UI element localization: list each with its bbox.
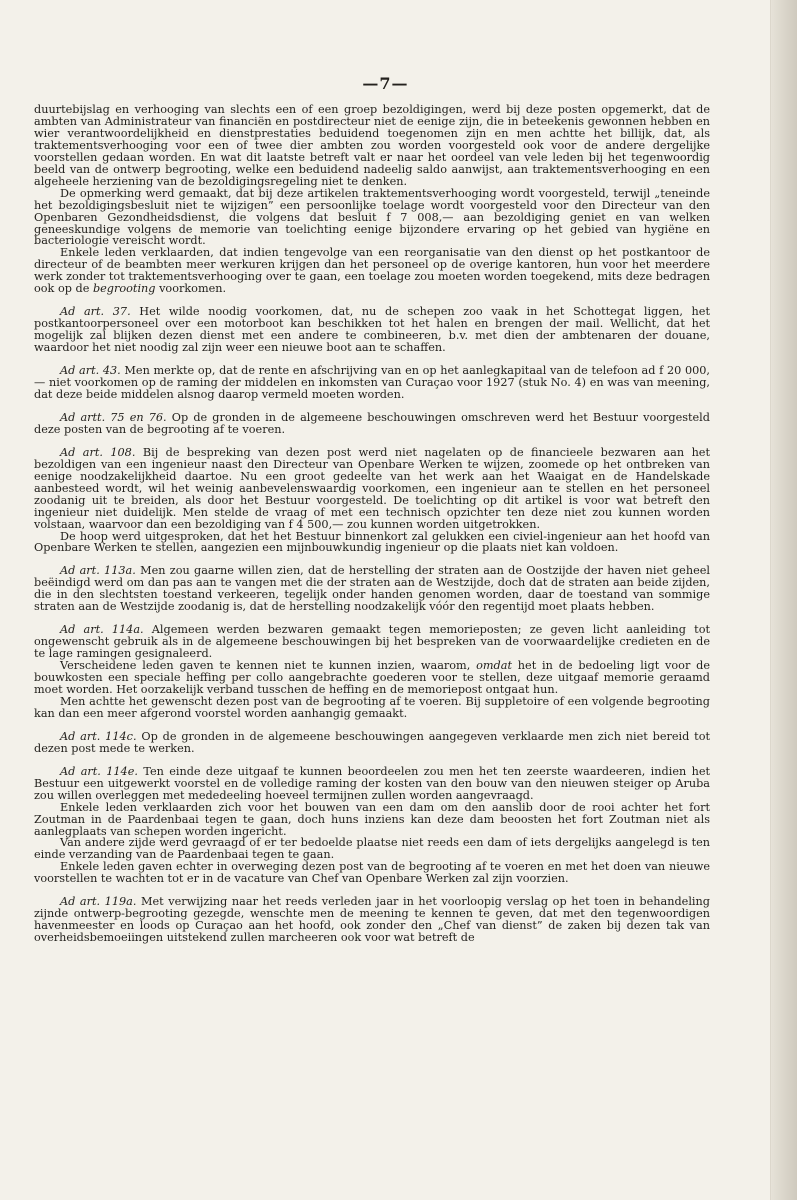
body-text: [34, 104, 710, 944]
paragraph-text: Het wilde noodig voorkomen, dat, nu de schepen zoo vaak in het Schottegat liggen, het postkantoorpersoneel over een motorboot kan beschikken tot het halen en brengen der mail. Wellicht, dat het mogelijk zal blijken dezen dienst met een andere te combineeren, b.v. met dien der ambtenaren der douane, waardoor het niet noodig zal zijn weer een nieuwe boot aan te schaffen.: [34, 305, 710, 355]
paragraph: [34, 696, 710, 720]
paragraph-text: Ten einde deze uitgaaf te kunnen beoordeelen zou men het ten zeerste waardeeren, indien het Bestuur een uitgewerkt voorstel en de volledige raming der kosten van den bouw van den nieuwen steiger op Aruba zou willen overleggen met mededeeling hoeveel termijnen zullen worden aangevraagd.: [34, 764, 711, 802]
paragraph: [34, 802, 710, 838]
article-label: Ad art. 114e.: [60, 764, 138, 778]
article-paragraph: [34, 896, 710, 944]
paragraph-emphasis: begrooting: [92, 282, 156, 296]
paragraph-text: De hoop werd uitgesproken, dat het het Bestuur binnenkort zal gelukken een civiel-ingenieur aan het hoofd van Openbare Werken te stellen, aangezien een mijnbouwkundig ingenieur op die plaats niet kan voldoen.: [34, 529, 710, 555]
paragraph-emphasis: omdat: [476, 659, 512, 673]
paragraph: [34, 837, 710, 861]
paragraph: [34, 188, 710, 248]
article-label: Ad art. 114a.: [60, 623, 144, 637]
article-paragraph: [34, 565, 710, 613]
article-paragraph: [34, 624, 710, 660]
article-paragraph: [34, 306, 710, 354]
paragraph-text: Van andere zijde werd gevraagd of er ter bedoelde plaatse niet reeds een dam of iets dergelijks aangelegd is ten einde verzanding van de Paardenbaai tegen te gaan.: [34, 836, 710, 862]
article-label: Ad art. 43.: [60, 364, 121, 378]
paragraph-text: Op de gronden in de algemeene beschouwingen aangegeven verklaarde men zich niet bereid tot dezen post mede te werken.: [34, 729, 710, 755]
article-label: Ad art. 108.: [60, 445, 136, 459]
article-paragraph: [34, 731, 710, 755]
paragraph-tail: het in de bedoeling ligt voor de bouwkosten een speciale heffing per collo aangebrachte goederen voor te stellen, deze uitgaaf memorie geraamd moet worden. Het oorzakelijk verband tusschen de heffing en de memoriepost ontgaat hun.: [34, 659, 710, 696]
paragraph-text: Men zou gaarne willen zien, dat de herstelling der straten aan de Oostzijde der haven niet geheel beëindigd werd om dan pas aan te vangen met die der straten aan de Westzijde, doch dat de straten aan beide zijden, die in den slechtsten toestand verkeeren, tegelijk onder handen genomen worden, daar de toestand van sommige straten aan de Westzijde zoodanig is, dat de herstelling noodzakelijk vóór den regentijd moet plaats hebben.: [34, 564, 710, 614]
article-paragraph: [34, 365, 710, 401]
article-paragraph: [34, 447, 710, 531]
paragraph: [34, 247, 710, 295]
paragraph: [34, 660, 710, 696]
paragraph-text: Verscheidene leden gaven te kennen niet te kunnen inzien, waarom,: [60, 659, 471, 673]
paragraph-text: duurtebijslag en verhooging van slechts een of een groep bezoldigingen, werd bij deze posten opgemerkt, dat de ambten van Administrateur van financiën en postdirecteur niet de eenige zijn, die in beteekenis gewonnen hebben en wier verantwoordelijkheid en dienstprestaties beduidend toegenomen zijn en men achtte het billijk, dat, als traktementsverhooging voor een of twee dier ambten zou worden voorgesteld ook voor de andere dergelijke voorstellen gedaan worden. En wat dit laatste betreft valt er naar het oordeel van vele leden bij het tegenwoordig beeld van de ontwerp begrooting, welke een beduidend nadeelig saldo aanwijst, aan traktementsverhooging en een algeheele herziening van de bezoldigingsregeling niet te denken.: [34, 103, 710, 188]
paragraph-text: Op de gronden in de algemeene beschouwingen omschreven werd het Bestuur voorgesteld deze posten van de begrooting af te voeren.: [34, 410, 710, 436]
paragraph-text: Enkele leden verklaarden, dat indien tengevolge van een reorganisatie van den dienst op het postkantoor de directeur of de beambten meer werkuren krijgen dan het personeel op de overige kantoren, hun voor het meerdere werk zonder tot traktementsverhooging over te gaan, een toelage zou moeten worden toegekend, mits deze bedragen ook op de: [34, 246, 710, 296]
article-label: Ad art. 114c.: [60, 729, 137, 743]
paragraph: [34, 104, 710, 188]
paragraph-text: Algemeen werden bezwaren gemaakt tegen memorieposten; ze geven licht aanleiding tot ongewenscht gebruik als in de algemeene beschouwingen bij het bespreken van de voorwaardelijke credieten en de te lage ramingen gesignaleerd.: [34, 623, 710, 661]
paragraph-text: Met verwijzing naar het reeds verleden jaar in het voorloopig verslag op het toen in behandeling zijnde ontwerp-begrooting gezegde, wenschte men de meening te kennen te geven, dat met den tegenwoordigen havenmeester en loods op Curaçao aan het hoofd, ook zonder den „Chef van dienst” de zaken bij dezen tak van overheidsbemoeiingen uitstekend zullen marcheeren ook voor wat betreft de: [34, 895, 710, 945]
paragraph-text: Enkele leden verklaarden zich voor het bouwen van een dam om den aanslib door de rooi achter het fort Zoutman in de Paardenbaai tegen te gaan, doch huns inziens kan deze dam beoosten het fort Zoutman niet als aanlegplaats van schepen worden ingericht.: [34, 800, 710, 838]
article-label: Ad art. 119a.: [60, 895, 137, 909]
article-paragraph: [34, 766, 710, 802]
paragraph-text: Enkele leden gaven echter in overweging dezen post van de begrooting af te voeren en met het doen van nieuwe voorstellen te wachten tot er in de vacature van Chef van Openbare Werken zal zijn voorzien.: [34, 860, 710, 886]
article-label: Ad artt. 75 en 76.: [60, 410, 167, 424]
page-binding-edge: [770, 0, 797, 1200]
paragraph-text: Bij de bespreking van dezen post werd niet nagelaten op de financieele bezwaren aan het bezoldigen van een ingenieur naast den Directeur van Openbare Werken te wijzen, zoomede op het ontbreken van eenige noodzakelijkheid daartoe. Nu een groot gedeelte van het werk aan het Waaigat en de Handelskade aanbesteed wordt, wil het weinig aanbevelenswaardig voorkomen, een ingenieur aan te stellen en het personeel zoodanig uit te breiden, als door het Bestuur voorgesteld. De toelichting op dit artikel is voor wat betreft den ingenieur niet duidelijk. Men stelde de vraag of met een technisch opzichter ten deze niet zou kunnen worden volstaan, waarvoor dan een bezoldiging van f 4 500,— zou kunnen worden uitgetrokken.: [34, 445, 710, 531]
paragraph-text: Men merkte op, dat de rente en afschrijving van en op het aanlegkapitaal van de telefoon ad f 20 000,— niet voorkomen op de raming der middelen en inkomsten van Curaçao voor 1927 (stuk No. 4) en was van meening, dat deze beide middelen alsnog daarop vermeld moeten worden.: [34, 364, 710, 401]
paragraph: [34, 861, 710, 885]
paragraph-text: De opmerking werd gemaakt, dat bij deze artikelen traktementsverhooging wordt voorgesteld, terwijl „teneinde het bezoldigingsbesluit niet te wijzigen” een persoonlijke toelage wordt voorgesteld voor den Directeur van den Openbaren Gezondheidsdienst, die volgens dat besluit f 7 008,— aan bezoldiging geniet en van welken geneeskundige volgens de memorie van toelichting eenige bijzondere ervaring op het gebied van hygiëne en bacteriologie vereischt wordt.: [34, 186, 710, 248]
paragraph-tail: voorkomen.: [155, 282, 227, 296]
paragraph-text: Men achtte het gewenscht dezen post van de begrooting af te voeren. Bij suppletoire of een volgende begrooting kan dan een meer afgerond voorstel worden aanhangig gemaakt.: [34, 694, 710, 720]
article-label: Ad art. 37.: [60, 305, 131, 319]
paragraph: [34, 531, 710, 555]
article-paragraph: [34, 412, 710, 436]
article-label: Ad art. 113a.: [60, 564, 136, 578]
page-number: —7—: [362, 74, 409, 93]
